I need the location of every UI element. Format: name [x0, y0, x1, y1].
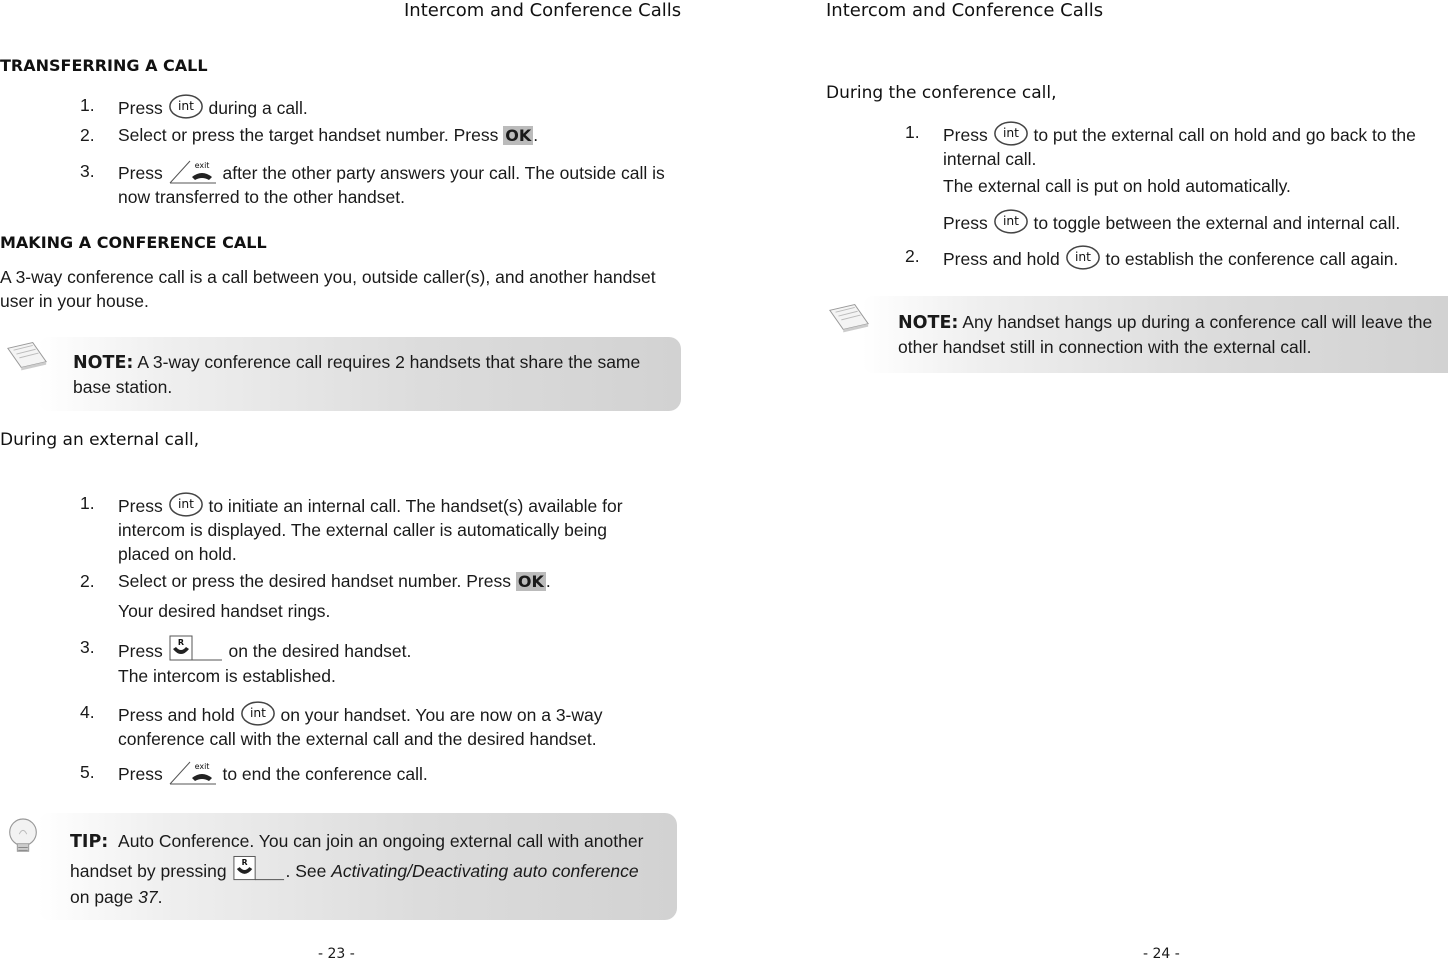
step-text: Press and hold: [118, 705, 240, 725]
tip-body: on page: [70, 887, 139, 907]
external-step-3-extra: The intercom is established.: [118, 666, 336, 686]
tip-feature: Auto Conference: [118, 831, 250, 851]
int-key-icon: [240, 700, 276, 727]
tip-body: .: [157, 887, 163, 907]
int-key-icon: [993, 208, 1029, 235]
ok-key-label: OK: [517, 572, 544, 591]
transfer-step-2-num: 2.: [80, 125, 95, 145]
note-label: NOTE:: [73, 353, 134, 373]
step-text: .: [533, 125, 539, 145]
external-step-2-extra: Your desired handset rings.: [118, 601, 331, 621]
tip-text: [70, 828, 660, 910]
tip-body: . See: [285, 861, 332, 881]
conf-step-1: [943, 120, 1443, 171]
external-step-1: [118, 491, 658, 566]
external-title: During an external call,: [0, 430, 200, 450]
note-body: Any handset hangs up during a conference call will leave the other handset still in connection with the external call.: [898, 312, 1433, 357]
conference-description: A 3-way conference call is a call between you, outside caller(s), and another handset user in your house.: [0, 267, 656, 311]
step-text: during a call.: [203, 98, 308, 118]
conf-step-2-num: 2.: [905, 246, 920, 266]
step-text: Press: [943, 213, 993, 233]
transfer-step-1-num: 1.: [80, 95, 95, 115]
step-text: Select or press the desired handset number. Press: [118, 571, 516, 591]
transfer-step-3-num: 3.: [80, 161, 95, 181]
step-text: Press: [118, 98, 168, 118]
transfer-step-1: [118, 93, 678, 120]
external-step-4: [118, 700, 658, 751]
step-text: Press: [943, 125, 993, 145]
int-key-icon: [993, 120, 1029, 147]
right-note-text: [898, 310, 1448, 359]
conf-step-1-toggle: [943, 208, 1443, 235]
exit-key-icon: [168, 760, 218, 786]
talk-key-icon: [168, 635, 224, 663]
external-step-5-num: 5.: [80, 762, 95, 782]
transfer-title: TRANSFERRING A CALL: [0, 56, 208, 75]
step-text: Select or press the target handset number. Press: [118, 125, 504, 145]
talk-key-icon: [232, 855, 286, 883]
tip-label: TIP:: [70, 832, 109, 852]
right-page-number: - 24 -: [1143, 946, 1180, 962]
conf-step-2: [943, 244, 1443, 271]
int-key-icon: [168, 93, 204, 120]
step-text: Press and hold: [943, 249, 1065, 269]
conf-step-1-extra: The external call is put on hold automatically.: [943, 176, 1291, 196]
exit-key-icon: [168, 159, 218, 185]
step-text: to establish the conference call again.: [1100, 249, 1399, 269]
step-text: Press: [118, 496, 168, 516]
conference-call-title: During the conference call,: [826, 83, 1057, 103]
conf-step-1-num: 1.: [905, 122, 920, 142]
external-step-5: [118, 760, 678, 786]
step-text: Press: [118, 163, 168, 183]
step-text: on the desired handset.: [223, 641, 412, 661]
transfer-step-3: [118, 159, 678, 209]
external-step-2-num: 2.: [80, 571, 95, 591]
step-text: .: [545, 571, 551, 591]
tip-body: . You can join an ongoing external call with another handset by pressing: [70, 831, 644, 881]
tip-page: 37: [138, 887, 158, 907]
external-step-3-num: 3.: [80, 637, 95, 657]
external-step-1-num: 1.: [80, 493, 95, 513]
notepad-icon: [826, 300, 872, 334]
external-step-2: [118, 569, 678, 594]
step-text: to end the conference call.: [217, 764, 428, 784]
note-label: NOTE:: [898, 313, 959, 333]
step-text: to toggle between the external and internal call.: [1028, 213, 1401, 233]
note-text: [73, 350, 668, 399]
int-key-icon: [1065, 244, 1101, 271]
ok-key-label: OK: [505, 126, 532, 145]
left-page-number: - 23 -: [318, 946, 355, 962]
external-step-4-num: 4.: [80, 702, 95, 722]
step-text: after the other party answers your call. The outside call is now transferred to the other handset.: [118, 163, 665, 207]
conference-title: MAKING A CONFERENCE CALL: [0, 233, 267, 252]
int-key-icon: [168, 491, 204, 518]
left-header: Intercom and Conference Calls: [404, 0, 682, 21]
right-header: Intercom and Conference Calls: [826, 0, 1104, 21]
step-text: to initiate an internal call. The handset(s) available for intercom is displayed. The external caller is automatically being placed on hold.: [118, 496, 623, 564]
note-body: A 3-way conference call requires 2 handsets that share the same base station.: [73, 352, 641, 397]
external-step-3: [118, 635, 678, 663]
step-text: on your handset. You are now on a 3-way conference call with the external call and the desired handset.: [118, 705, 603, 749]
tip-link[interactable]: Activating/Deactivating auto conference: [331, 861, 639, 881]
notepad-icon: [4, 338, 50, 372]
step-text: Press: [118, 641, 168, 661]
step-text: to put the external call on hold and go back to the internal call.: [943, 125, 1416, 169]
step-text: Press: [118, 764, 168, 784]
transfer-step-2: [118, 123, 678, 148]
lightbulb-icon: [4, 815, 42, 861]
